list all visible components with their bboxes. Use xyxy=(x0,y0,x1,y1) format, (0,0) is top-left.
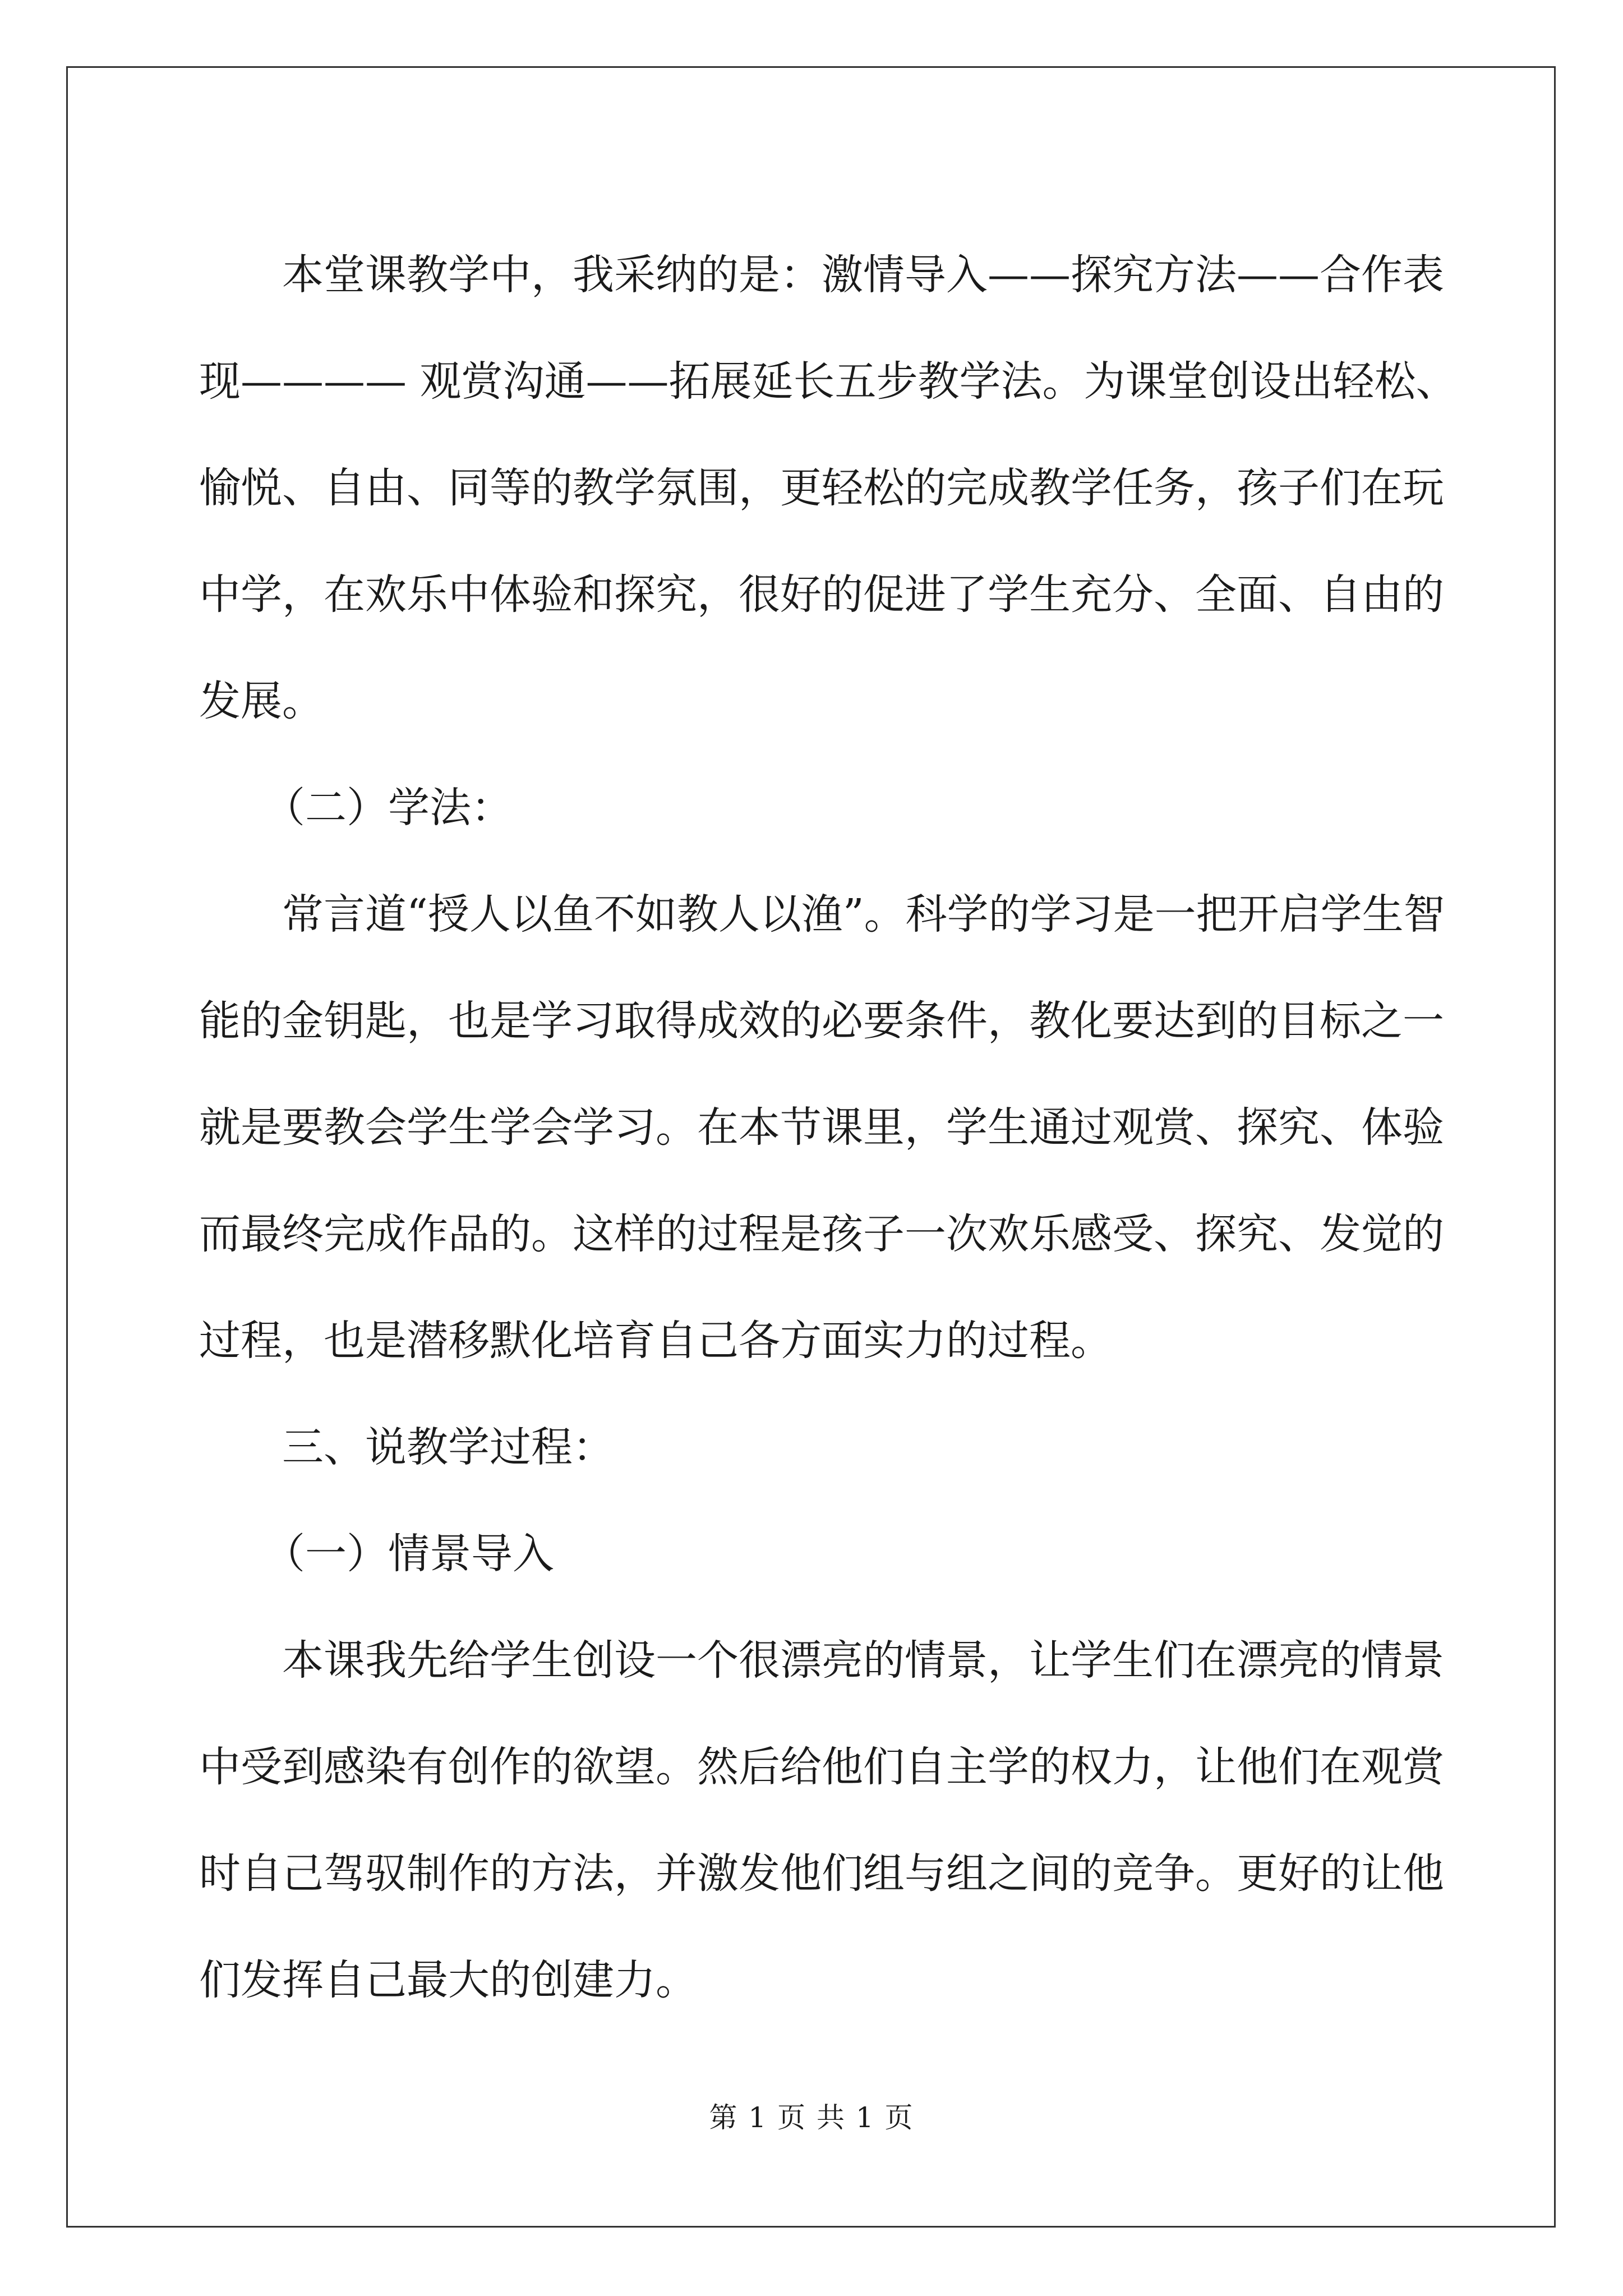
text-line: 过程，也是潜移默化培育自己各方面实力的过程。 xyxy=(199,1317,1112,1365)
text-line: 而最终完成作品的。这样的过程是孩子一次欢乐感受、探究、发觉的 xyxy=(199,1210,1444,1258)
heading-text: （一）情景导入 xyxy=(264,1530,554,1578)
text-line: 就是要教会学生学会学习。在本节课里，学生通过观赏、探究、体验 xyxy=(199,1103,1444,1152)
document-body xyxy=(199,222,1458,2033)
heading-text: （二）学法： xyxy=(264,784,513,832)
paragraph-learning-method xyxy=(199,861,1445,1394)
paragraph-scenario-intro xyxy=(199,1607,1444,2033)
text-line: 常言道“授人以鱼不如教人以渔”。科学的学习是一把开启学生智 xyxy=(282,890,1445,938)
page-number-footer: 第 1 页 共 1 页 xyxy=(709,2101,914,2134)
text-line: 中受到感染有创作的欲望。然后给他们自主学的权力，让他们在观赏 xyxy=(199,1743,1444,1791)
text-line: 们发挥自己最大的创建力。 xyxy=(199,1956,697,2004)
section-heading xyxy=(199,1501,1427,1607)
text-line: 发展。 xyxy=(199,677,324,725)
text-line: 能的金钥匙，也是学习取得成效的必要条件，教化要达到的目标之一 xyxy=(199,997,1444,1045)
text-line: 本课我先给学生创设一个很漂亮的情景，让学生们在漂亮的情景 xyxy=(282,1636,1444,1685)
section-heading xyxy=(199,754,1427,861)
text-line: 中学，在欢乐中体验和探究，很好的促进了学生充分、全面、自由的 xyxy=(199,570,1444,619)
text-line: 愉悦、自由、同等的教学氛围，更轻松的完成教学任务，孩子们在玩 xyxy=(199,464,1444,512)
paragraph-teaching-method xyxy=(199,222,1458,754)
heading-text: 三、说教学过程： xyxy=(282,1423,614,1471)
text-line: 时自己驾驭制作的方法，并激发他们组与组之间的竞争。更好的让他 xyxy=(199,1849,1444,1898)
text-line: 现———— 观赏沟通——拓展延长五步教学法。为课堂创设出轻松、 xyxy=(199,357,1458,406)
text-line: 本堂课教学中，我采纳的是：激情导入——探究方法——合作表 xyxy=(282,251,1444,299)
section-heading xyxy=(199,1394,1427,1501)
